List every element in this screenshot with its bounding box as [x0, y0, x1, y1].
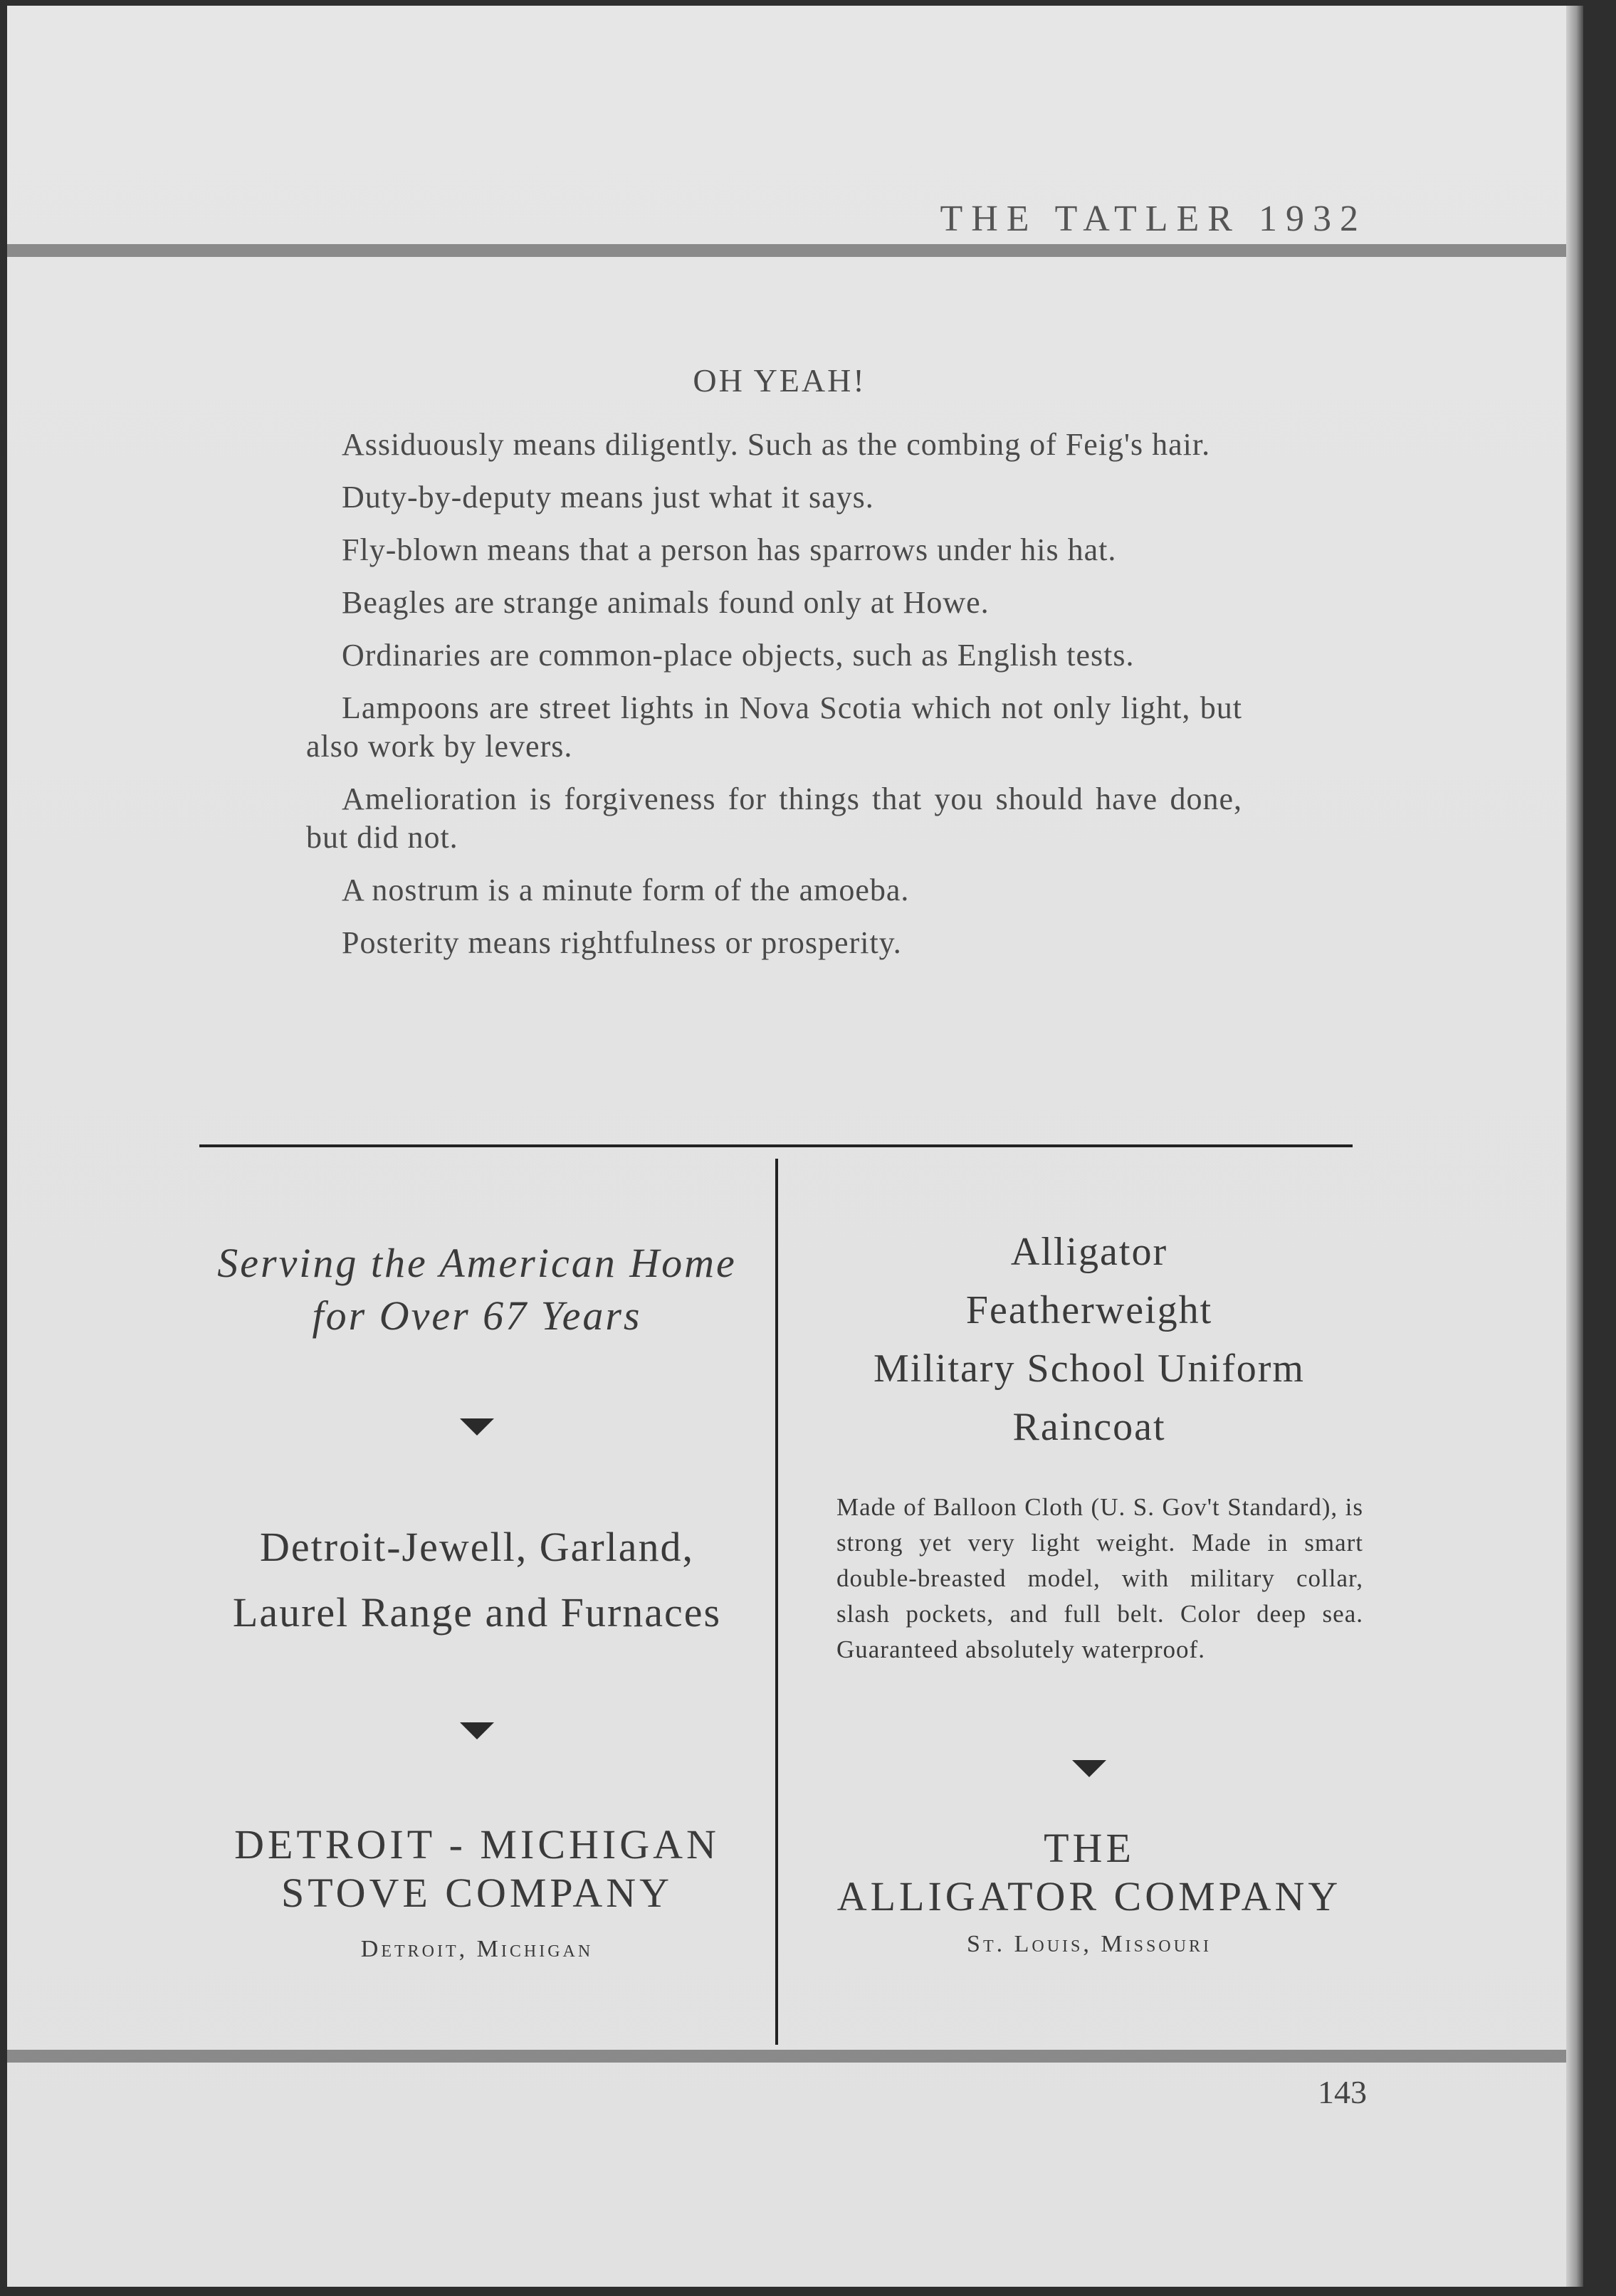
down-triangle-icon [460, 1418, 494, 1436]
article-paragraph: Fly-blown means that a person has sparrows under his hat. [342, 532, 1117, 567]
ad-city: St. Louis, Missouri [967, 1931, 1212, 1957]
title-line: Raincoat [1012, 1405, 1166, 1449]
company-line: ALLIGATOR COMPANY [836, 1873, 1342, 1920]
products-line: Detroit-Jewell, Garland, [259, 1524, 695, 1570]
bottom-rule [7, 2050, 1566, 2063]
company-line: DETROIT - MICHIGAN [234, 1821, 720, 1868]
tagline-line: Serving the American Home [217, 1240, 737, 1286]
article-paragraph: Assiduously means diligently. Such as the combing of Feig's hair. [342, 427, 1211, 462]
article-body [306, 426, 1242, 976]
article-paragraph: Duty-by-deputy means just what it says. [342, 480, 874, 515]
detroit-michigan-stove-ad [192, 1159, 762, 2045]
alligator-raincoat-ad [797, 1159, 1381, 2045]
title-line: Alligator [1010, 1230, 1168, 1274]
tagline-line: for Over 67 Years [312, 1292, 642, 1339]
ad-section-top-rule [199, 1144, 1353, 1147]
ad-company-name [797, 1824, 1381, 1921]
company-line: THE [1044, 1825, 1135, 1871]
ad-company-name [192, 1821, 762, 1917]
ad-description: Made of Balloon Cloth (U. S. Gov't Standard), is strong yet very light weight. Made in smart double-breasted model, with military collar, slash pockets, and full belt. Color deep sea. Guaranteed absolutely waterproof. [836, 1493, 1363, 1663]
company-line: STOVE COMPANY [280, 1870, 673, 1916]
article-paragraph: Posterity means rightfulness or prosperity. [342, 925, 902, 960]
products-line: Laurel Range and Furnaces [232, 1589, 722, 1636]
page-number: 143 [1318, 2074, 1367, 2110]
ad-tagline [192, 1237, 762, 1342]
ad-city: Detroit, Michigan [360, 1936, 594, 1962]
down-triangle-icon [1072, 1760, 1106, 1777]
book-binding-edge [1566, 6, 1583, 2287]
title-line: Featherweight [965, 1288, 1213, 1332]
article-paragraph: Amelioration is forgiveness for things that you should have done, but did not. [306, 781, 1242, 855]
article-paragraph: Lampoons are street lights in Nova Scotia which not only light, but also work by levers. [306, 690, 1242, 764]
article-paragraph: Ordinaries are common-place objects, such as English tests. [342, 638, 1135, 673]
ad-column-divider [775, 1159, 778, 2045]
ad-product-title [797, 1223, 1381, 1456]
top-rule [7, 244, 1566, 257]
title-line: Military School Uniform [873, 1347, 1305, 1391]
yearbook-page [7, 6, 1566, 2287]
down-triangle-icon [460, 1722, 494, 1739]
article-paragraph: Beagles are strange animals found only at Howe. [342, 585, 990, 620]
article-title: OH YEAH! [693, 362, 866, 399]
running-header: THE TATLER 1932 [940, 199, 1367, 239]
ad-products [192, 1515, 762, 1645]
article-paragraph: A nostrum is a minute form of the amoeba. [342, 873, 910, 907]
